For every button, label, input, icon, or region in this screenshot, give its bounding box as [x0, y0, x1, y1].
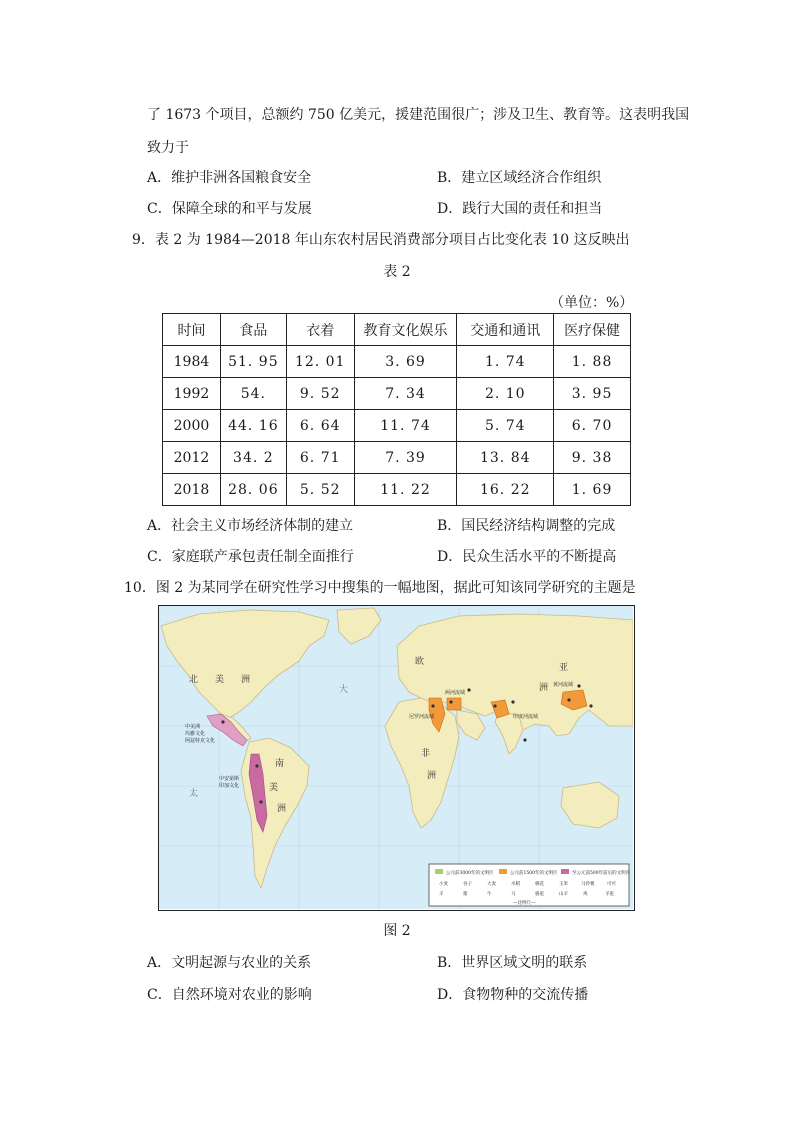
legend-crop: 棉花 [535, 882, 544, 887]
q8-option-c[interactable]: C．保障全球的和平与发展 [147, 201, 312, 217]
table-cell: 2. 10 [457, 378, 554, 410]
header-cell: 衣着 [286, 314, 354, 346]
table-cell: 11. 74 [354, 410, 457, 442]
q8-option-b[interactable]: B．建立区域经济合作组织 [437, 170, 602, 186]
legend-animal: 鸡 [583, 892, 588, 897]
legend-crop: 小麦 [439, 882, 448, 887]
ann-indus: 印度河流域 [513, 714, 539, 720]
table-title: 表 2 [383, 264, 411, 280]
q9-option-a[interactable]: A．社会主义市场经济体制的建立 [147, 518, 354, 534]
table-cell: 12. 01 [286, 346, 354, 378]
legend-animal: 山羊 [559, 892, 568, 897]
ann-nile: 尼罗河流域 [409, 714, 435, 720]
table-cell: 1. 69 [554, 474, 631, 506]
table-row [163, 346, 631, 378]
legend-animal: 牛 [487, 892, 492, 897]
table-cell: 34. 2 [220, 442, 286, 474]
table-cell: 6. 71 [286, 442, 354, 474]
table-row [163, 474, 631, 506]
ann-andes: 中安第斯 [219, 776, 240, 782]
label-ocean-atlantic: 大 [339, 685, 349, 695]
table-cell: 6. 70 [554, 410, 631, 442]
legend-animal: 羊驼 [605, 892, 614, 897]
table-cell: 9. 38 [554, 442, 631, 474]
q9-stem: 9．表 2 为 1984—2018 年山东农村居民消费部分项目占比变化表 10 这反映出 [132, 232, 630, 248]
ann-maya: 玛雅文化 [185, 731, 206, 737]
q10-option-c[interactable]: C．自然环境对农业的影响 [147, 987, 312, 1003]
q10-stem: 10．图 2 为某同学在研究性学习中搜集的一幅地图，据此可知该同学研究的主题是 [124, 580, 636, 596]
table-row [163, 410, 631, 442]
legend-swatch-3000 [435, 869, 443, 874]
q9-option-b[interactable]: B．国民经济结构调整的完成 [437, 518, 616, 534]
legend-3000: 公元前3000年的文明区 [446, 871, 494, 876]
legend-crop: 大麦 [487, 882, 496, 887]
legend-animal: 羊 [439, 892, 444, 897]
legend-500: 至公元前500年前后的文明区 [572, 871, 631, 876]
label-africa: 非 [421, 749, 431, 759]
table-cell: 51. 95 [220, 346, 286, 378]
table-cell: 7. 34 [354, 378, 457, 410]
ann-inca: 印加文化 [219, 783, 240, 789]
table-cell: 44. 16 [220, 410, 286, 442]
table-cell: 5. 52 [286, 474, 354, 506]
table-row [163, 378, 631, 410]
q8-option-d[interactable]: D．践行大国的责任和担当 [437, 201, 603, 217]
table-row [163, 442, 631, 474]
table-cell: 54. [220, 378, 286, 410]
q9-option-d[interactable]: D．民众生活水平的不断提高 [437, 549, 617, 565]
table-cell: 9. 52 [286, 378, 354, 410]
q9-option-c[interactable]: C．家庭联产承包责任制全面推行 [147, 549, 354, 565]
table-cell: 1. 88 [554, 346, 631, 378]
table-cell: 3. 69 [354, 346, 457, 378]
header-cell: 时间 [163, 314, 221, 346]
label-south-america: 美 [269, 783, 279, 793]
header-cell: 教育文化娱乐 [354, 314, 457, 346]
q8-stem-line1: 了 1673 个项目，总额约 750 亿美元，援建范围很广；涉及卫生、教育等。这表明我国 [147, 107, 690, 123]
table-cell: 1984 [163, 346, 221, 378]
table-cell: 2018 [163, 474, 221, 506]
table-cell: 3. 95 [554, 378, 631, 410]
table-unit: （单位：%） [550, 295, 634, 311]
ann-mesoamerica: 中美洲 [185, 724, 201, 730]
header-cell: 食品 [220, 314, 286, 346]
legend-1500: 公元前1500年的文明区 [510, 871, 558, 876]
legend-animal: 骆驼 [535, 892, 544, 897]
label-north-america: 美 [215, 675, 225, 685]
legend-crop: 谷子 [463, 882, 472, 887]
legend-swatch-500 [561, 869, 569, 874]
table-cell: 6. 64 [286, 410, 354, 442]
table-header-row [163, 314, 631, 346]
ann-aztec: 阿兹特克文化 [185, 738, 216, 744]
q8-stem-line2: 致力于 [147, 140, 189, 156]
q10-option-d[interactable]: D．食物物种的交流传播 [437, 987, 589, 1003]
ann-yellow-river: 黄河流域 [553, 682, 574, 688]
world-civilization-map [158, 605, 635, 911]
header-cell: 医疗保健 [554, 314, 631, 346]
legend-crop: 玉米 [559, 882, 568, 887]
table-cell: 16. 22 [457, 474, 554, 506]
legend-swatch-1500 [499, 869, 507, 874]
legend-footer: —比例尺— [513, 901, 536, 906]
table-cell: 2000 [163, 410, 221, 442]
ann-mesopotamia: 两河流域 [445, 690, 466, 696]
table-cell: 1. 74 [457, 346, 554, 378]
legend-crop: 水稻 [511, 882, 520, 887]
mesopotamia-civ-area [447, 698, 461, 710]
map-svg [159, 606, 633, 909]
legend-animal: 马 [511, 892, 516, 897]
label-north-america: 洲 [241, 675, 251, 685]
table-cell: 28. 06 [220, 474, 286, 506]
legend-animal: 猪 [463, 892, 468, 897]
legend-crop: 马铃薯 [581, 882, 595, 887]
label-africa: 洲 [427, 771, 437, 781]
header-cell: 交通和通讯 [457, 314, 554, 346]
table-cell: 13. 84 [457, 442, 554, 474]
label-asia: 亚 [559, 663, 569, 673]
label-south-america: 洲 [277, 804, 287, 814]
label-south-america: 南 [275, 759, 285, 769]
table-cell: 11. 22 [354, 474, 457, 506]
consumption-table [162, 313, 631, 506]
q8-option-a[interactable]: A．维护非洲各国粮食安全 [147, 170, 312, 186]
table-cell: 7. 39 [354, 442, 457, 474]
label-europe: 欧 [415, 657, 425, 667]
table-cell: 5. 74 [457, 410, 554, 442]
table-cell: 2012 [163, 442, 221, 474]
legend-crop: 可可 [607, 882, 616, 887]
label-asia: 洲 [539, 683, 549, 693]
label-ocean-pacific: 太 [189, 789, 199, 799]
q10-option-b[interactable]: B．世界区域文明的联系 [437, 955, 588, 971]
table-cell: 1992 [163, 378, 221, 410]
label-north-america: 北 [189, 675, 199, 685]
figure-caption: 图 2 [383, 923, 411, 939]
q10-option-a[interactable]: A．文明起源与农业的关系 [147, 955, 312, 971]
